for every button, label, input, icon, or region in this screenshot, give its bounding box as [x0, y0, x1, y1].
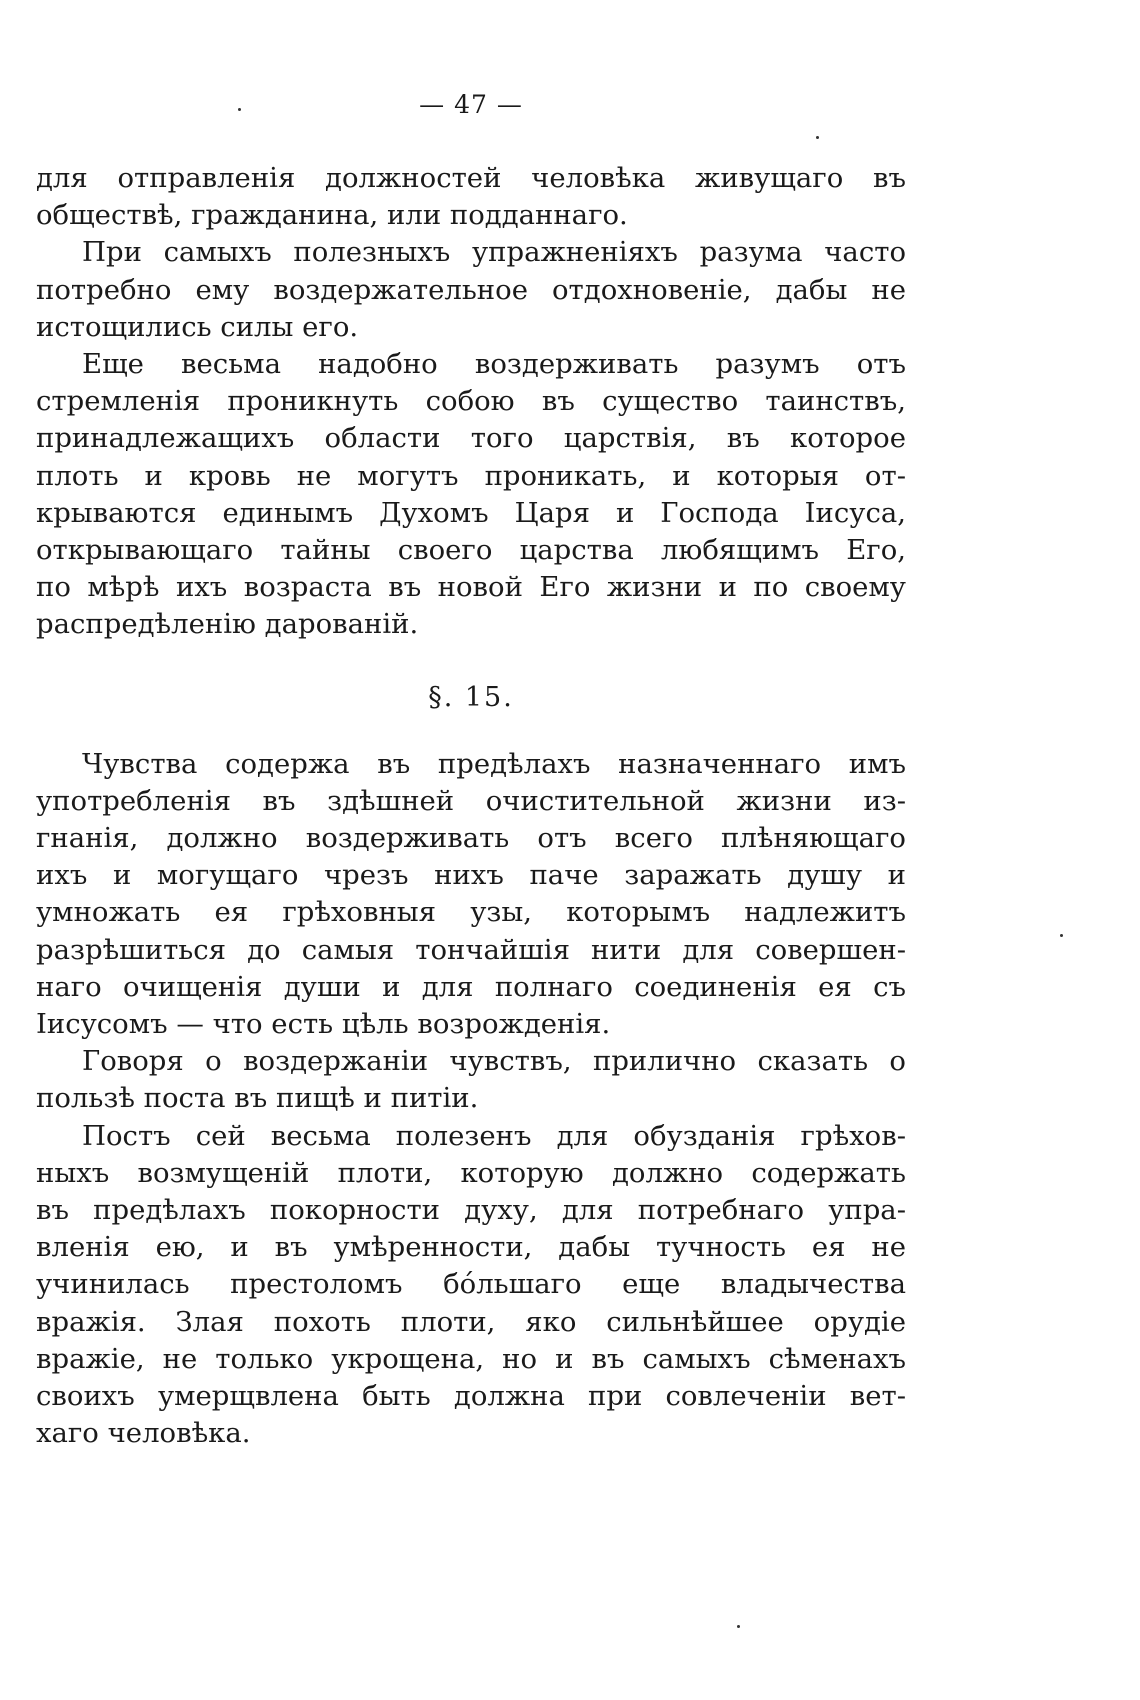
text-line: вленія ею, и въ умѣренности, дабы тучность ея не — [36, 1231, 906, 1264]
text-line: Еще весьма надобно воздерживать разумъ отъ — [82, 348, 906, 381]
text-block-top — [36, 160, 906, 644]
book-page — [36, 88, 906, 1453]
paragraph — [36, 1043, 906, 1117]
text-line: для отправленія должностей человѣка живущаго въ — [36, 162, 906, 194]
text-line: по мѣрѣ ихъ возраста въ новой Его жизни и по своему — [36, 571, 906, 604]
text-line: учинилась престоломъ бо́льшаго еще владычества — [36, 1268, 906, 1301]
text-line: вражія. Злая похоть плоти, яко сильнѣйшее орудіе — [36, 1305, 906, 1338]
text-line: распредѣленію дарованій. — [36, 608, 419, 641]
text-line: обществѣ, гражданина, или подданнаго. — [36, 199, 628, 232]
text-line: умножать ея грѣховныя узы, которымъ надлежитъ — [36, 896, 906, 929]
text-line: вражіе, не только укрощена, но и въ самыхъ сѣменахъ — [36, 1342, 906, 1375]
text-line: Постъ сей весьма полезенъ для обузданія грѣхов- — [82, 1119, 906, 1152]
text-line: хаго человѣка. — [36, 1417, 251, 1450]
paragraph — [36, 234, 906, 346]
text-line: Іисусомъ — что есть цѣль возрожденія. — [36, 1008, 611, 1041]
text-block-bottom — [36, 746, 906, 1453]
text-line: крываются единымъ Духомъ Царя и Господа Іисуса, — [36, 496, 906, 529]
text-line: пользѣ поста въ пищѣ и питіи. — [36, 1082, 479, 1115]
text-line: употребленія въ здѣшней очистительной жизни из- — [36, 784, 906, 817]
text-line: своихъ умерщвлена быть должна при совлеченіи вет- — [36, 1380, 906, 1413]
text-line: открывающаго тайны своего царства любящимъ Его, — [36, 534, 906, 567]
paragraph — [36, 160, 906, 234]
paragraph — [36, 746, 906, 1044]
scan-speck — [737, 1625, 740, 1628]
text-line: стремленія проникнуть собою въ существо таинствъ, — [36, 385, 906, 418]
page-number: — 47 — — [419, 90, 523, 119]
paragraph — [36, 1118, 906, 1453]
scan-speck — [1060, 934, 1063, 937]
section-heading: §. 15. — [428, 681, 514, 713]
text-line: потребно ему воздержательное отдохновеніе, дабы не — [36, 273, 906, 306]
text-line: ныхъ возмущеній плоти, которую должно содержать — [36, 1156, 906, 1189]
text-line: разрѣшиться до самыя тончайшія нити для совершен- — [36, 933, 906, 966]
text-line: ихъ и могущаго чрезъ нихъ паче заражать душу и — [36, 859, 906, 892]
text-line: въ предѣлахъ покорности духу, для потребнаго упра- — [36, 1194, 906, 1227]
text-line: принадлежащихъ области того царствія, въ которое — [36, 422, 906, 455]
text-line: гнанія, должно воздерживать отъ всего плѣняющаго — [36, 822, 906, 855]
text-line: истощились силы его. — [36, 310, 359, 343]
paragraph — [36, 346, 906, 644]
text-line: Говоря о воздержаніи чувствъ, прилично сказать о — [82, 1045, 906, 1078]
text-line: При самыхъ полезныхъ упражненіяхъ разума часто — [82, 236, 906, 269]
text-line: Чувства содержа въ предѣлахъ назначеннаго имъ — [82, 747, 906, 780]
text-line: плоть и кровь не могутъ проникать, и которыя от- — [36, 459, 906, 492]
text-line: наго очищенія души и для полнаго соединенія ея съ — [36, 970, 906, 1003]
